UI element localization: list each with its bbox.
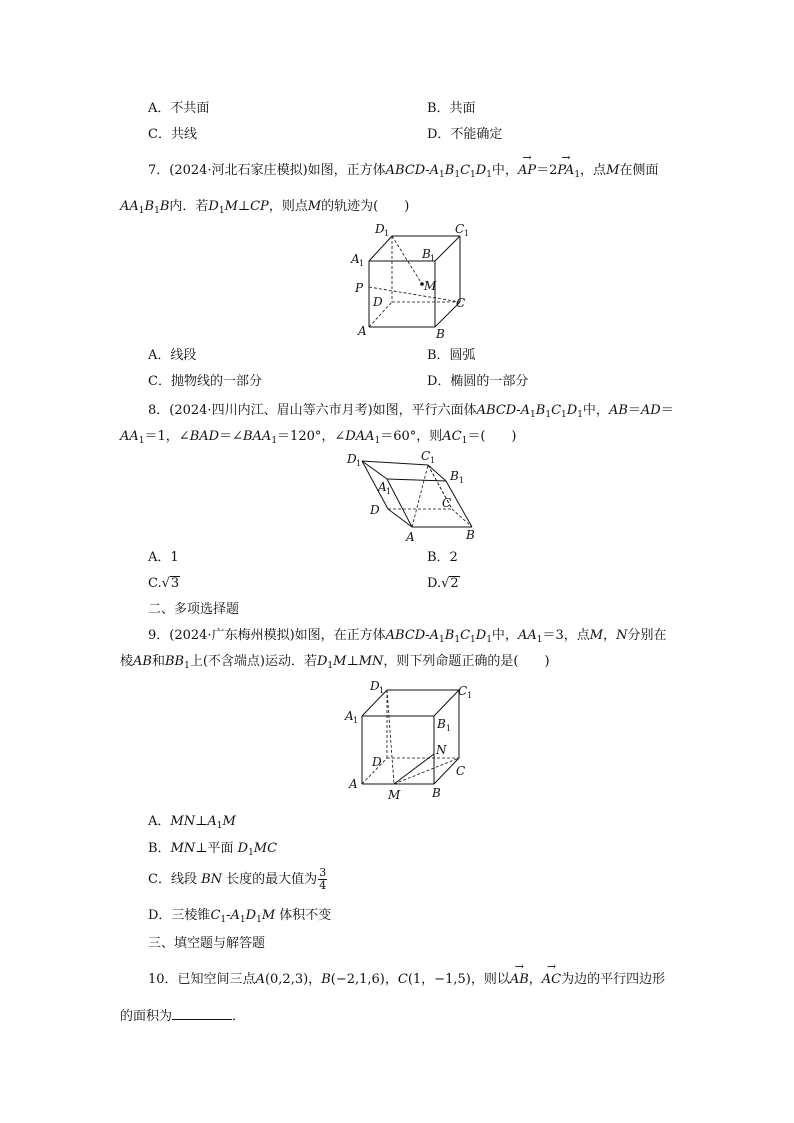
q9-stem-line1: 9．(2024·广东梅州模拟)如图，在正方体ABCD-$A_1B_1C_1D_1$中，$AA_1=3$，点M，N分别在 [148, 628, 667, 645]
q9-label-a1: A [345, 709, 354, 723]
q9-option-b: B．MN⊥平面 $D_1MC$ [148, 841, 278, 858]
svg-text:1: 1 [379, 686, 385, 695]
q8-label-b1: B [450, 469, 459, 483]
q9-label-n: N [436, 743, 447, 757]
q9-label-b: B [432, 786, 441, 800]
q6-option-d: D．不能确定 [427, 127, 503, 142]
q8-label-d1: D [347, 452, 357, 466]
q7-label-p: P [355, 281, 364, 295]
q7-label-b1: B [422, 247, 431, 261]
svg-text:1: 1 [467, 691, 473, 700]
q6-option-a: A．不共面 [148, 101, 210, 116]
q8-label-c1: C [421, 449, 431, 463]
q7-label-b: B [436, 327, 445, 341]
q7-cube-figure [350, 218, 480, 344]
q9-label-d: D [372, 755, 382, 769]
svg-text:1: 1 [359, 259, 365, 268]
q8-stem-line1: 8．(2024·四川内江、眉山等六市月考)如图，平行六面体ABCD-$A_1B_1C_1D_1$中，AB＝AD＝ [148, 403, 674, 420]
svg-text:1: 1 [430, 254, 436, 263]
svg-text:1: 1 [430, 456, 436, 465]
svg-text:1: 1 [464, 229, 470, 238]
q9-label-d1: D [370, 679, 380, 693]
svg-text:1: 1 [353, 716, 359, 725]
q10-stem-line1: 10．已知空间三点A(0,2,3)，B(−2,1,6)，C(1，−1,5)，则以→ AB，→ AC为边的平行四边形 [148, 972, 665, 988]
svg-text:1: 1 [384, 229, 390, 238]
q7-option-c: C．抛物线的一部分 [148, 374, 262, 389]
section-multiple-choice-heading: 二、多项选择题 [148, 602, 240, 617]
q9-option-d: D．三棱锥$C_1-A_1D_1M$ 体积不变 [148, 908, 332, 925]
q8-label-d: D [370, 503, 380, 517]
svg-text:1: 1 [386, 487, 392, 496]
q7-label-c: C [456, 296, 466, 310]
q9-option-c: C．线段 BN 长度的最大值为 $\frac{3}{4}$ [148, 866, 327, 892]
q9-option-a: A．$MN\perp A_1M$ [148, 814, 236, 831]
q7-label-d1: D [375, 222, 385, 236]
q7-stem-line2: $AA_1B_1B$内．若$D_1M\perp CP$，则点M的轨迹为( ) [120, 199, 410, 216]
q7-option-b: B．圆弧 [427, 348, 476, 363]
q8-stem-line2: $AA_1=1$，$\angle BAD=\angle BAA_1=120^\circ$，$\angle DAA_1=60^\circ$，则$AC_1=$( ) [120, 429, 517, 446]
q6-option-b: B．共面 [427, 101, 476, 116]
q8-parallelepiped-figure [340, 447, 480, 545]
q10-stem-line2: 的面积为 ． [120, 1009, 246, 1024]
q7-label-c1: C [455, 222, 465, 236]
q8-label-a: A [406, 530, 415, 544]
q9-label-b1: B [437, 717, 446, 731]
q9-label-a: A [349, 777, 358, 791]
svg-text:1: 1 [356, 459, 362, 468]
q8-option-b: B．2 [427, 550, 458, 565]
svg-text:1: 1 [459, 476, 465, 485]
q9-stem-line2: 棱AB和$BB_1$上(不含端点)运动．若$D_1M\perp MN$，则下列命题正确的是( ) [120, 654, 550, 671]
q9-label-c1: C [458, 684, 468, 698]
q8-label-c: C [442, 496, 452, 510]
q6-option-c: C．共线 [148, 127, 197, 142]
q7-option-a: A．线段 [148, 348, 197, 363]
q7-label-d: D [373, 295, 383, 309]
q9-label-m: M [388, 788, 401, 802]
q8-option-a: A．1 [148, 550, 179, 565]
q9-label-c: C [456, 764, 466, 778]
q8-option-d: D.√2 [427, 576, 459, 591]
q8-option-c: C.√3 [148, 576, 180, 591]
svg-text:1: 1 [446, 724, 452, 733]
q7-label-a1: A [351, 252, 360, 266]
q8-label-b: B [466, 528, 475, 542]
q7-label-a: A [358, 324, 367, 338]
q7-option-d: D．椭圆的一部分 [427, 374, 529, 389]
q8-label-a1: A [378, 480, 387, 494]
q7-label-m: M [424, 279, 437, 293]
q10-answer-blank[interactable] [172, 1007, 232, 1020]
q9-cube-figure [342, 676, 482, 804]
section-fill-in-heading: 三、填空题与解答题 [148, 936, 266, 951]
q7-stem-line1: 7．(2024·河北石家庄模拟)如图，正方体ABCD-$A_1B_1C_1D_1$中，→ $AP=2\to PA_1$，点M在侧面 [148, 163, 658, 179]
